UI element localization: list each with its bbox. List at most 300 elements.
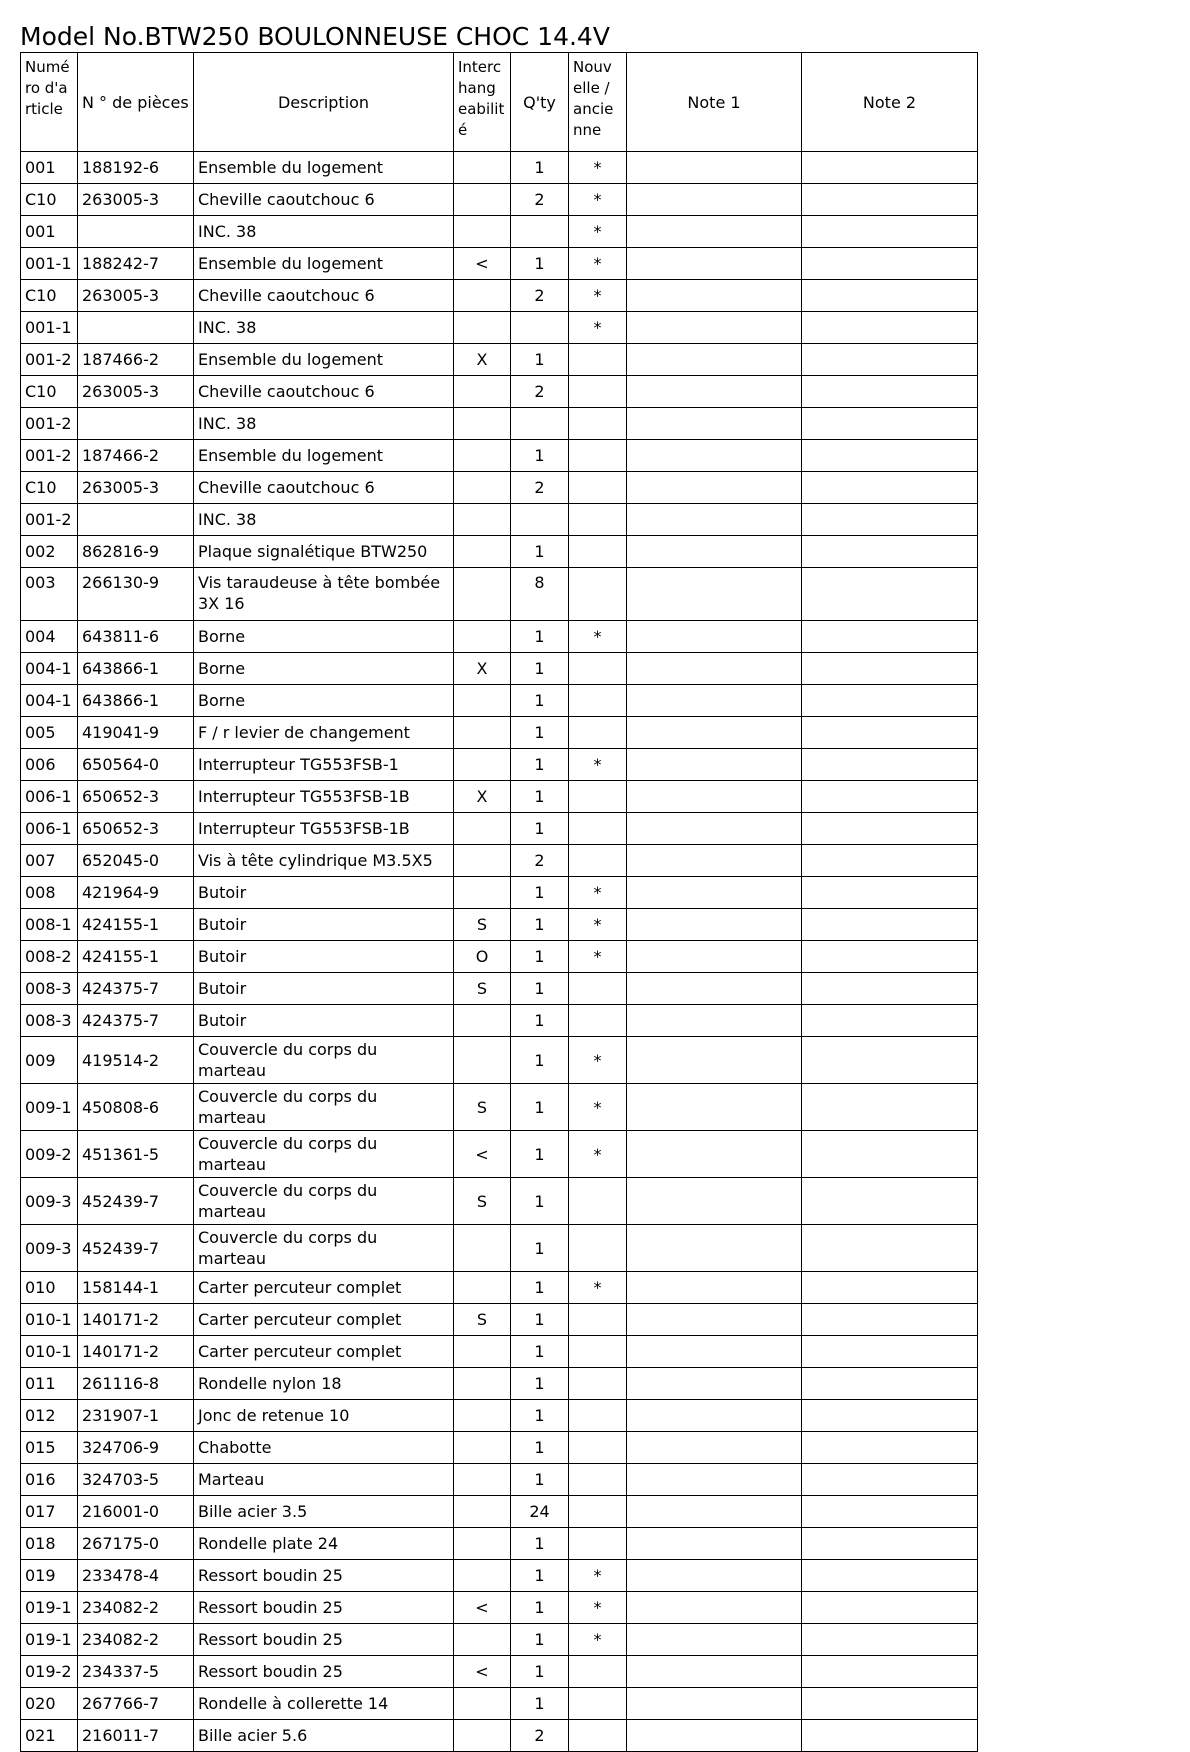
cell-part-no: 188192-6 [78, 152, 194, 184]
cell-new-old [569, 1304, 627, 1336]
cell-note-1 [627, 1400, 802, 1432]
cell-note-1 [627, 440, 802, 472]
cell-qty: 2 [511, 845, 569, 877]
cell-note-1 [627, 1592, 802, 1624]
cell-description: Jonc de retenue 10 [194, 1400, 454, 1432]
table-row [21, 1005, 978, 1037]
table-row [21, 749, 978, 781]
cell-note-2 [802, 312, 978, 344]
cell-qty: 1 [511, 1178, 569, 1225]
table-row [21, 1225, 978, 1272]
cell-note-1 [627, 408, 802, 440]
cell-item-no: 010 [21, 1272, 78, 1304]
cell-item-no: 021 [21, 1720, 78, 1752]
cell-qty: 1 [511, 1560, 569, 1592]
cell-new-old [569, 781, 627, 813]
cell-qty: 1 [511, 621, 569, 653]
cell-item-no: 008-3 [21, 973, 78, 1005]
cell-item-no: 019-1 [21, 1592, 78, 1624]
cell-part-no: 650652-3 [78, 813, 194, 845]
cell-description: Ressort boudin 25 [194, 1656, 454, 1688]
cell-note-2 [802, 248, 978, 280]
table-row [21, 1624, 978, 1656]
cell-description: Couvercle du corps du marteau [194, 1084, 454, 1131]
cell-part-no: 188242-7 [78, 248, 194, 280]
cell-qty: 1 [511, 1432, 569, 1464]
cell-description: INC. 38 [194, 312, 454, 344]
cell-part-no: 424375-7 [78, 973, 194, 1005]
cell-new-old [569, 1005, 627, 1037]
cell-qty: 24 [511, 1496, 569, 1528]
cell-qty: 1 [511, 1592, 569, 1624]
cell-description: INC. 38 [194, 504, 454, 536]
cell-item-no: 019-1 [21, 1624, 78, 1656]
cell-description: Chabotte [194, 1432, 454, 1464]
cell-note-2 [802, 813, 978, 845]
table-row [21, 1336, 978, 1368]
cell-description: Butoir [194, 877, 454, 909]
cell-description: Ensemble du logement [194, 344, 454, 376]
table-row [21, 653, 978, 685]
cell-new-old [569, 653, 627, 685]
header-note-2: Note 2 [802, 53, 978, 152]
cell-item-no: 002 [21, 536, 78, 568]
cell-part-no: 263005-3 [78, 184, 194, 216]
cell-qty [511, 408, 569, 440]
cell-interchangeability: S [454, 1304, 511, 1336]
page-title: Model No.BTW250 BOULONNEUSE CHOC 14.4V [20, 22, 610, 51]
cell-qty: 2 [511, 280, 569, 312]
cell-new-old [569, 1368, 627, 1400]
table-row [21, 621, 978, 653]
table-row [21, 1720, 978, 1752]
cell-part-no: 263005-3 [78, 472, 194, 504]
cell-qty [511, 312, 569, 344]
cell-note-2 [802, 408, 978, 440]
cell-item-no: 008-3 [21, 1005, 78, 1037]
cell-note-1 [627, 877, 802, 909]
table-header-row [21, 53, 978, 152]
cell-note-2 [802, 344, 978, 376]
table-row [21, 781, 978, 813]
cell-interchangeability: X [454, 653, 511, 685]
header-description: Description [194, 53, 454, 152]
cell-qty: 1 [511, 1272, 569, 1304]
cell-description: Borne [194, 685, 454, 717]
cell-note-2 [802, 376, 978, 408]
cell-description: Ensemble du logement [194, 152, 454, 184]
cell-new-old [569, 1400, 627, 1432]
cell-qty [511, 504, 569, 536]
cell-part-no [78, 216, 194, 248]
cell-description: F / r levier de changement [194, 717, 454, 749]
cell-item-no: 001 [21, 216, 78, 248]
cell-note-1 [627, 813, 802, 845]
cell-part-no: 216001-0 [78, 1496, 194, 1528]
cell-note-2 [802, 973, 978, 1005]
cell-new-old: * [569, 216, 627, 248]
cell-qty: 2 [511, 376, 569, 408]
cell-new-old [569, 1464, 627, 1496]
cell-item-no: 012 [21, 1400, 78, 1432]
table-row [21, 184, 978, 216]
cell-new-old: * [569, 1037, 627, 1084]
cell-part-no: 158144-1 [78, 1272, 194, 1304]
cell-description: Interrupteur TG553FSB-1B [194, 781, 454, 813]
cell-note-2 [802, 440, 978, 472]
cell-description: Interrupteur TG553FSB-1 [194, 749, 454, 781]
cell-qty: 1 [511, 1131, 569, 1178]
cell-note-1 [627, 1336, 802, 1368]
cell-note-1 [627, 1464, 802, 1496]
cell-description: Bille acier 3.5 [194, 1496, 454, 1528]
cell-qty: 2 [511, 184, 569, 216]
cell-description: Rondelle plate 24 [194, 1528, 454, 1560]
cell-part-no: 650564-0 [78, 749, 194, 781]
cell-part-no: 187466-2 [78, 440, 194, 472]
cell-part-no: 187466-2 [78, 344, 194, 376]
cell-interchangeability [454, 440, 511, 472]
cell-item-no: 018 [21, 1528, 78, 1560]
cell-qty: 1 [511, 1368, 569, 1400]
cell-qty: 1 [511, 781, 569, 813]
table-row [21, 1560, 978, 1592]
table-row [21, 973, 978, 1005]
cell-note-1 [627, 717, 802, 749]
cell-item-no: 004 [21, 621, 78, 653]
cell-new-old: * [569, 1624, 627, 1656]
cell-description: Ensemble du logement [194, 440, 454, 472]
cell-qty: 1 [511, 1225, 569, 1272]
cell-note-1 [627, 152, 802, 184]
cell-note-1 [627, 1720, 802, 1752]
cell-note-1 [627, 1368, 802, 1400]
cell-interchangeability: S [454, 973, 511, 1005]
cell-new-old: * [569, 152, 627, 184]
cell-qty: 1 [511, 685, 569, 717]
cell-part-no: 862816-9 [78, 536, 194, 568]
cell-item-no: 001-1 [21, 248, 78, 280]
cell-item-no: 009-2 [21, 1131, 78, 1178]
table-row [21, 344, 978, 376]
cell-qty: 1 [511, 1528, 569, 1560]
parts-table [20, 52, 978, 1752]
cell-description: Borne [194, 621, 454, 653]
cell-item-no: 008-2 [21, 941, 78, 973]
table-row [21, 1084, 978, 1131]
cell-part-no: 324703-5 [78, 1464, 194, 1496]
cell-item-no: 006 [21, 749, 78, 781]
cell-note-2 [802, 536, 978, 568]
cell-interchangeability [454, 1624, 511, 1656]
cell-part-no: 261116-8 [78, 1368, 194, 1400]
cell-new-old: * [569, 312, 627, 344]
cell-item-no: 008 [21, 877, 78, 909]
cell-new-old [569, 536, 627, 568]
cell-interchangeability: X [454, 781, 511, 813]
cell-item-no: 007 [21, 845, 78, 877]
cell-new-old: * [569, 280, 627, 312]
cell-new-old [569, 504, 627, 536]
cell-note-2 [802, 941, 978, 973]
cell-description: Couvercle du corps du marteau [194, 1225, 454, 1272]
cell-description: Cheville caoutchouc 6 [194, 280, 454, 312]
cell-item-no: 005 [21, 717, 78, 749]
cell-part-no [78, 408, 194, 440]
cell-note-1 [627, 1178, 802, 1225]
cell-note-2 [802, 1225, 978, 1272]
cell-item-no: 001-1 [21, 312, 78, 344]
cell-note-1 [627, 568, 802, 621]
cell-description: Ressort boudin 25 [194, 1624, 454, 1656]
cell-part-no: 267766-7 [78, 1688, 194, 1720]
cell-description: Rondelle à collerette 14 [194, 1688, 454, 1720]
cell-item-no: C10 [21, 472, 78, 504]
cell-qty: 2 [511, 1720, 569, 1752]
cell-note-2 [802, 1272, 978, 1304]
cell-description: Butoir [194, 973, 454, 1005]
cell-note-1 [627, 1225, 802, 1272]
cell-interchangeability [454, 184, 511, 216]
cell-qty: 1 [511, 1304, 569, 1336]
cell-new-old [569, 685, 627, 717]
cell-note-1 [627, 941, 802, 973]
table-row [21, 717, 978, 749]
cell-new-old [569, 440, 627, 472]
cell-note-2 [802, 909, 978, 941]
cell-interchangeability [454, 216, 511, 248]
table-row [21, 1592, 978, 1624]
cell-new-old [569, 1720, 627, 1752]
cell-note-1 [627, 536, 802, 568]
cell-description: Couvercle du corps du marteau [194, 1178, 454, 1225]
table-row [21, 440, 978, 472]
cell-part-no: 452439-7 [78, 1225, 194, 1272]
table-row [21, 312, 978, 344]
cell-new-old: * [569, 1592, 627, 1624]
cell-part-no: 643866-1 [78, 685, 194, 717]
cell-interchangeability [454, 717, 511, 749]
cell-qty: 1 [511, 344, 569, 376]
table-row [21, 1464, 978, 1496]
cell-description: Butoir [194, 909, 454, 941]
cell-qty: 1 [511, 1624, 569, 1656]
cell-note-1 [627, 781, 802, 813]
cell-note-2 [802, 504, 978, 536]
table-row [21, 1178, 978, 1225]
cell-qty: 1 [511, 1464, 569, 1496]
cell-interchangeability [454, 1368, 511, 1400]
cell-interchangeability [454, 1272, 511, 1304]
table-row [21, 408, 978, 440]
table-row [21, 1037, 978, 1084]
cell-part-no: 263005-3 [78, 280, 194, 312]
cell-note-1 [627, 1084, 802, 1131]
cell-interchangeability: < [454, 1131, 511, 1178]
cell-qty: 1 [511, 1336, 569, 1368]
cell-note-1 [627, 909, 802, 941]
cell-description: Couvercle du corps du marteau [194, 1037, 454, 1084]
cell-part-no: 419514-2 [78, 1037, 194, 1084]
cell-note-1 [627, 344, 802, 376]
cell-item-no: 019 [21, 1560, 78, 1592]
table-row [21, 909, 978, 941]
cell-item-no: 019-2 [21, 1656, 78, 1688]
cell-new-old [569, 1225, 627, 1272]
cell-note-2 [802, 1592, 978, 1624]
cell-qty: 1 [511, 909, 569, 941]
cell-new-old [569, 408, 627, 440]
cell-new-old [569, 1688, 627, 1720]
cell-new-old: * [569, 184, 627, 216]
cell-note-2 [802, 749, 978, 781]
cell-note-2 [802, 685, 978, 717]
cell-note-2 [802, 781, 978, 813]
cell-part-no: 650652-3 [78, 781, 194, 813]
cell-qty: 1 [511, 1084, 569, 1131]
cell-interchangeability [454, 1432, 511, 1464]
cell-interchangeability: S [454, 909, 511, 941]
cell-note-1 [627, 312, 802, 344]
cell-interchangeability [454, 1464, 511, 1496]
cell-note-2 [802, 1178, 978, 1225]
cell-part-no: 234337-5 [78, 1656, 194, 1688]
cell-interchangeability [454, 280, 511, 312]
cell-part-no: 324706-9 [78, 1432, 194, 1464]
cell-item-no: 003 [21, 568, 78, 621]
cell-note-1 [627, 1037, 802, 1084]
cell-part-no: 450808-6 [78, 1084, 194, 1131]
cell-qty: 1 [511, 973, 569, 1005]
cell-part-no [78, 312, 194, 344]
cell-note-1 [627, 1624, 802, 1656]
cell-description: Cheville caoutchouc 6 [194, 472, 454, 504]
header-item-no: Numé ro d'a rticle [21, 53, 78, 152]
cell-interchangeability [454, 877, 511, 909]
cell-note-2 [802, 1496, 978, 1528]
cell-part-no: 267175-0 [78, 1528, 194, 1560]
cell-interchangeability: S [454, 1178, 511, 1225]
table-row [21, 1131, 978, 1178]
cell-note-1 [627, 685, 802, 717]
cell-interchangeability [454, 1400, 511, 1432]
header-interchangeability: Interc hang eabilit é [454, 53, 511, 152]
cell-interchangeability [454, 376, 511, 408]
cell-qty: 1 [511, 1656, 569, 1688]
cell-note-1 [627, 1131, 802, 1178]
cell-interchangeability [454, 749, 511, 781]
cell-part-no: 451361-5 [78, 1131, 194, 1178]
cell-note-1 [627, 1528, 802, 1560]
table-row [21, 813, 978, 845]
cell-note-2 [802, 1624, 978, 1656]
cell-interchangeability [454, 1225, 511, 1272]
table-row [21, 280, 978, 312]
cell-qty: 1 [511, 749, 569, 781]
cell-part-no [78, 504, 194, 536]
cell-qty: 1 [511, 813, 569, 845]
cell-interchangeability: < [454, 248, 511, 280]
cell-item-no: 009-1 [21, 1084, 78, 1131]
table-row [21, 941, 978, 973]
cell-new-old: * [569, 248, 627, 280]
cell-interchangeability [454, 568, 511, 621]
cell-description: Cheville caoutchouc 6 [194, 376, 454, 408]
cell-interchangeability [454, 536, 511, 568]
cell-note-1 [627, 973, 802, 1005]
table-row [21, 504, 978, 536]
cell-note-1 [627, 845, 802, 877]
cell-description: Rondelle nylon 18 [194, 1368, 454, 1400]
cell-item-no: 006-1 [21, 813, 78, 845]
cell-note-1 [627, 184, 802, 216]
cell-part-no: 421964-9 [78, 877, 194, 909]
cell-qty: 1 [511, 941, 569, 973]
cell-description: Vis taraudeuse à tête bombée 3X 16 [194, 568, 454, 621]
cell-interchangeability [454, 685, 511, 717]
cell-part-no: 424155-1 [78, 909, 194, 941]
cell-note-1 [627, 1688, 802, 1720]
cell-new-old [569, 376, 627, 408]
table-row [21, 845, 978, 877]
header-new-old: Nouv elle / ancie nne [569, 53, 627, 152]
cell-qty: 1 [511, 440, 569, 472]
cell-qty: 1 [511, 653, 569, 685]
cell-description: Cheville caoutchouc 6 [194, 184, 454, 216]
cell-note-1 [627, 1560, 802, 1592]
cell-new-old: * [569, 1131, 627, 1178]
cell-new-old [569, 845, 627, 877]
cell-new-old [569, 344, 627, 376]
table-row [21, 1432, 978, 1464]
cell-note-1 [627, 248, 802, 280]
cell-note-1 [627, 749, 802, 781]
cell-note-2 [802, 1688, 978, 1720]
cell-description: Butoir [194, 941, 454, 973]
cell-note-2 [802, 1464, 978, 1496]
cell-note-2 [802, 1720, 978, 1752]
cell-item-no: 009-3 [21, 1225, 78, 1272]
cell-interchangeability [454, 813, 511, 845]
cell-description: Butoir [194, 1005, 454, 1037]
cell-new-old [569, 1528, 627, 1560]
cell-note-2 [802, 1368, 978, 1400]
cell-qty: 1 [511, 1688, 569, 1720]
cell-interchangeability [454, 1336, 511, 1368]
cell-interchangeability: < [454, 1656, 511, 1688]
table-row [21, 1528, 978, 1560]
cell-new-old: * [569, 877, 627, 909]
cell-interchangeability [454, 312, 511, 344]
cell-description: INC. 38 [194, 408, 454, 440]
cell-interchangeability [454, 1528, 511, 1560]
cell-new-old [569, 1496, 627, 1528]
table-row [21, 1496, 978, 1528]
cell-description: Ensemble du logement [194, 248, 454, 280]
cell-description: Marteau [194, 1464, 454, 1496]
cell-item-no: 001-2 [21, 504, 78, 536]
cell-note-1 [627, 376, 802, 408]
cell-item-no: 004-1 [21, 653, 78, 685]
table-row [21, 1304, 978, 1336]
table-row [21, 152, 978, 184]
cell-interchangeability [454, 504, 511, 536]
table-row [21, 685, 978, 717]
cell-note-2 [802, 1400, 978, 1432]
cell-note-1 [627, 472, 802, 504]
cell-item-no: 006-1 [21, 781, 78, 813]
cell-new-old [569, 568, 627, 621]
